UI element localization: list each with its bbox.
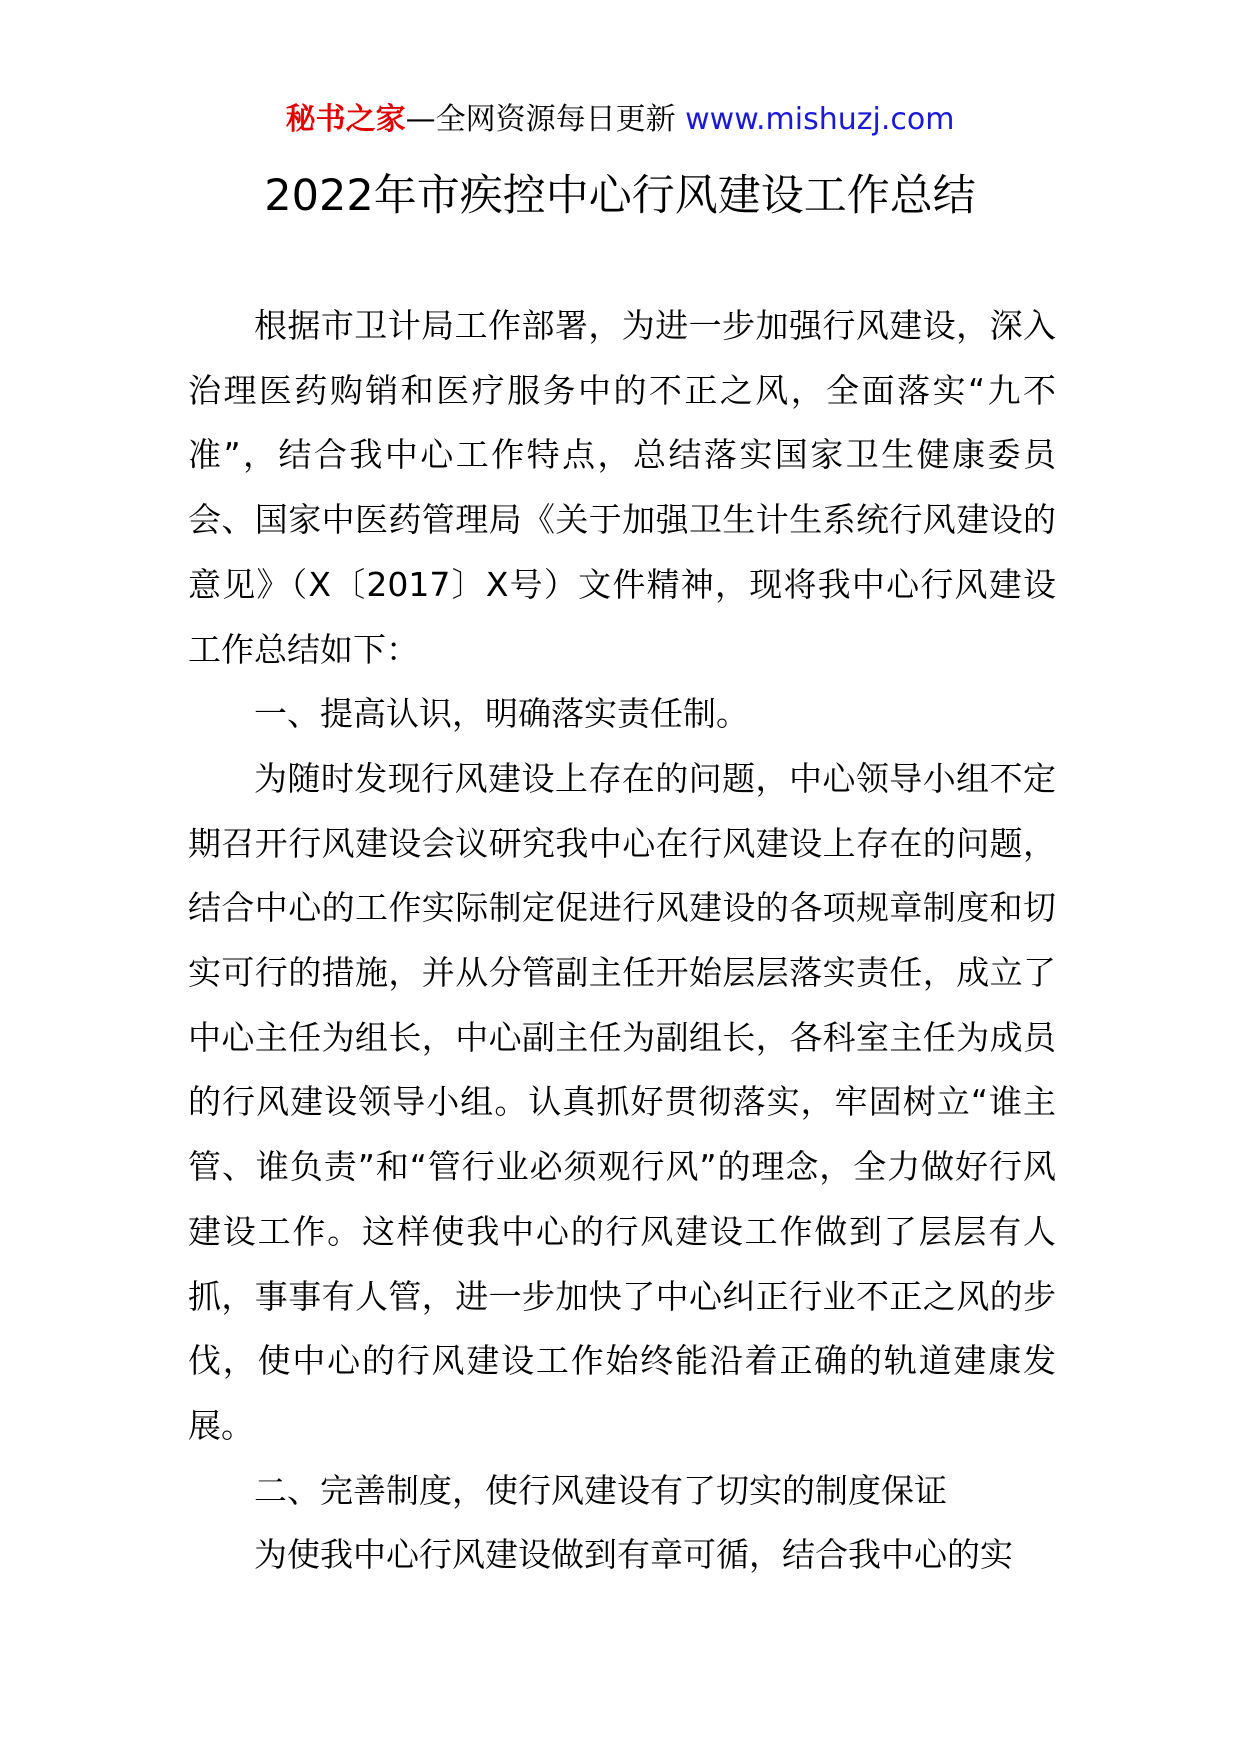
header-tagline: —全网资源每日更新: [405, 102, 676, 137]
site-url: www.mishuzj.com: [685, 102, 955, 137]
document-title: 2022年市疾控中心行风建设工作总结: [264, 171, 976, 221]
section-heading-1: 一、提高认识，明确落实责任制。: [254, 694, 749, 734]
section-heading-2: 二、完善制度，使行风建设有了切实的制度保证: [254, 1470, 947, 1510]
intro-paragraph: 根据市卫计局工作部署，为进一步加强行风建设，深入治理医药购销和医疗服务中的不正之风，全面落实“九不准”，结合我中心工作特点，总结落实国家卫生健康委员会、国家中医药管理局《关于加强卫生计生系统行风建设的意见》（X〔2017〕X号）文件精神，现将我中心行风建设工作总结如下：: [188, 306, 1056, 669]
document-body: [188, 294, 1056, 1588]
site-header: [0, 100, 1240, 140]
section-1-paragraph: 为随时发现行风建设上存在的问题，中心领导小组不定期召开行风建设会议研究我中心在行风建设上存在的问题，结合中心的工作实际制定促进行风建设的各项规章制度和切实可行的措施，并从分管副主任开始层层落实责任，成立了中心主任为组长，中心副主任为副组长，各科室主任为成员的行风建设领导小组。认真抓好贯彻落实，牢固树立“谁主管、谁负责”和“管行业必须观行风”的理念，全力做好行风建设工作。这样使我中心的行风建设工作做到了层层有人抓，事事有人管，进一步加快了中心纠正行业不正之风的步伐，使中心的行风建设工作始终能沿着正确的轨道建康发展。: [188, 758, 1056, 1445]
brand-name: 秘书之家: [285, 102, 406, 137]
section-2-paragraph: 为使我中心行风建设做到有章可循，结合我中心的实: [254, 1535, 1013, 1575]
